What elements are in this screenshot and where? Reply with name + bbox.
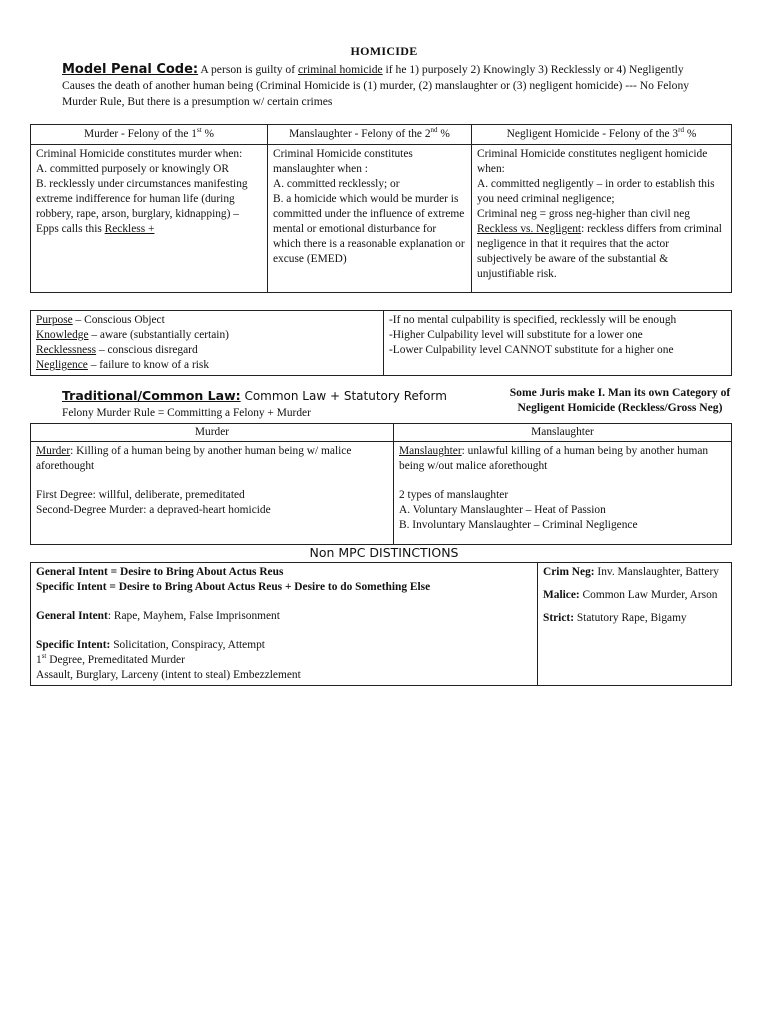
page-title: HOMICIDE	[350, 44, 418, 58]
common-law-header-row	[31, 424, 732, 442]
juris-note: Some Juris make I. Man its own Category of Negligent Homicide (Reckless/Gross Neg)	[509, 386, 731, 414]
mpc-intro	[62, 62, 702, 110]
reckless-vs-negligent-term: Reckless vs. Negligent	[477, 223, 582, 235]
common-law-subtitle: Common Law + Statutory Reform	[240, 389, 447, 403]
header-cl-manslaughter: Manslaughter	[394, 424, 732, 442]
manslaughter-cell: Criminal Homicide constitutes manslaughter when : A. committed recklessly; or B. a homicide which would be murder is committed under the influence of extreme mental or emotional disturbance for which there is a reasonable explanation or excuse (EMED)	[268, 145, 472, 293]
criminal-homicide-term: criminal homicide	[297, 63, 383, 76]
culpability-row	[31, 311, 732, 376]
header-negligent-homicide: Negligent Homicide - Felony of the 3rd %	[472, 125, 732, 145]
culpability-table	[30, 310, 732, 376]
culpability-rules: -If no mental culpability is specified, recklessly will be enough -Higher Culpability level will substitute for a lower one -Lower Culpability level CANNOT substitute for a higher one	[384, 311, 732, 376]
header-cl-murder: Murder	[31, 424, 394, 442]
header-murder: Murder - Felony of the 1st %	[31, 125, 268, 145]
non-mpc-row	[31, 563, 732, 686]
mental-state-examples-cell: Crim Neg: Inv. Manslaughter, Battery Malice: Common Law Murder, Arson Strict: Statutory Rape, Bigamy	[538, 563, 732, 686]
reckless-plus-term: Reckless +	[104, 223, 155, 235]
murder-cell: Criminal Homicide constitutes murder when: A. committed purposely or knowingly OR B. recklessly under circumstances manifesting extreme indifference for human life (during robbery, rape, arson, burglary, kidnapping) – Epps calls this Reckless +	[31, 145, 268, 293]
grades-body-row	[31, 145, 732, 293]
non-mpc-heading: Non MPC DISTINCTIONS	[309, 545, 459, 560]
mpc-grades-table	[30, 124, 732, 293]
intent-cell: General Intent = Desire to Bring About Actus Reus Specific Intent = Desire to Bring About Actus Reus + Desire to do Something Else General Intent: Rape, Mayhem, False Imprisonment Specific Intent: Solicitation, Conspiracy, Attempt 1st Degree, Premeditated Murder Assault, Burglary, Larceny (intent to steal) Embezzlement	[31, 563, 538, 686]
felony-murder-rule: Felony Murder Rule = Committing a Felony + Murder	[62, 407, 311, 419]
common-law-label: Traditional/Common Law:	[62, 388, 241, 403]
cl-murder-cell: Murder: Killing of a human being by another human being w/ malice aforethought First Degree: willful, deliberate, premeditated Second-Degree Murder: a depraved-heart homicide	[31, 442, 394, 545]
grades-header-row	[31, 125, 732, 145]
cl-manslaughter-cell: Manslaughter: unlawful killing of a human being by another human being w/out malice aforethought 2 types of manslaughter A. Voluntary Manslaughter – Heat of Passion B. Involuntary Manslaughter – Criminal Negligence	[394, 442, 732, 545]
common-law-body-row	[31, 442, 732, 545]
mpc-label: Model Penal Code:	[62, 62, 199, 77]
common-law-table	[30, 423, 732, 545]
non-mpc-table	[30, 562, 732, 686]
culpability-definitions: Purpose – Conscious Object Knowledge – aware (substantially certain) Recklessness – conscious disregard Negligence – failure to know of a risk	[31, 311, 384, 376]
header-manslaughter: Manslaughter - Felony of the 2nd %	[268, 125, 472, 145]
mpc-text-a: A person is guilty of	[198, 63, 298, 76]
common-law-heading	[62, 388, 447, 404]
mpc-text-b: if he 1) purposely 2) Knowingly 3) Recklessly or 4) Negligently Causes the death of another human being (Criminal Homicide is (1) murder, (2) manslaughter or (3) negligent homicide) --- No Felony Murder Rule, But there is a presumption w/ certain crimes	[62, 63, 690, 108]
negligent-homicide-cell: Criminal Homicide constitutes negligent homicide when: A. committed negligently – in order to establish this you need criminal negligence; Criminal neg = gross neg-higher than civil neg Reckless vs. Negligent: reckless differs from criminal negligence in that it requires that the actor subjectively be aware of the substantial & unjustifiable risk.	[472, 145, 732, 293]
